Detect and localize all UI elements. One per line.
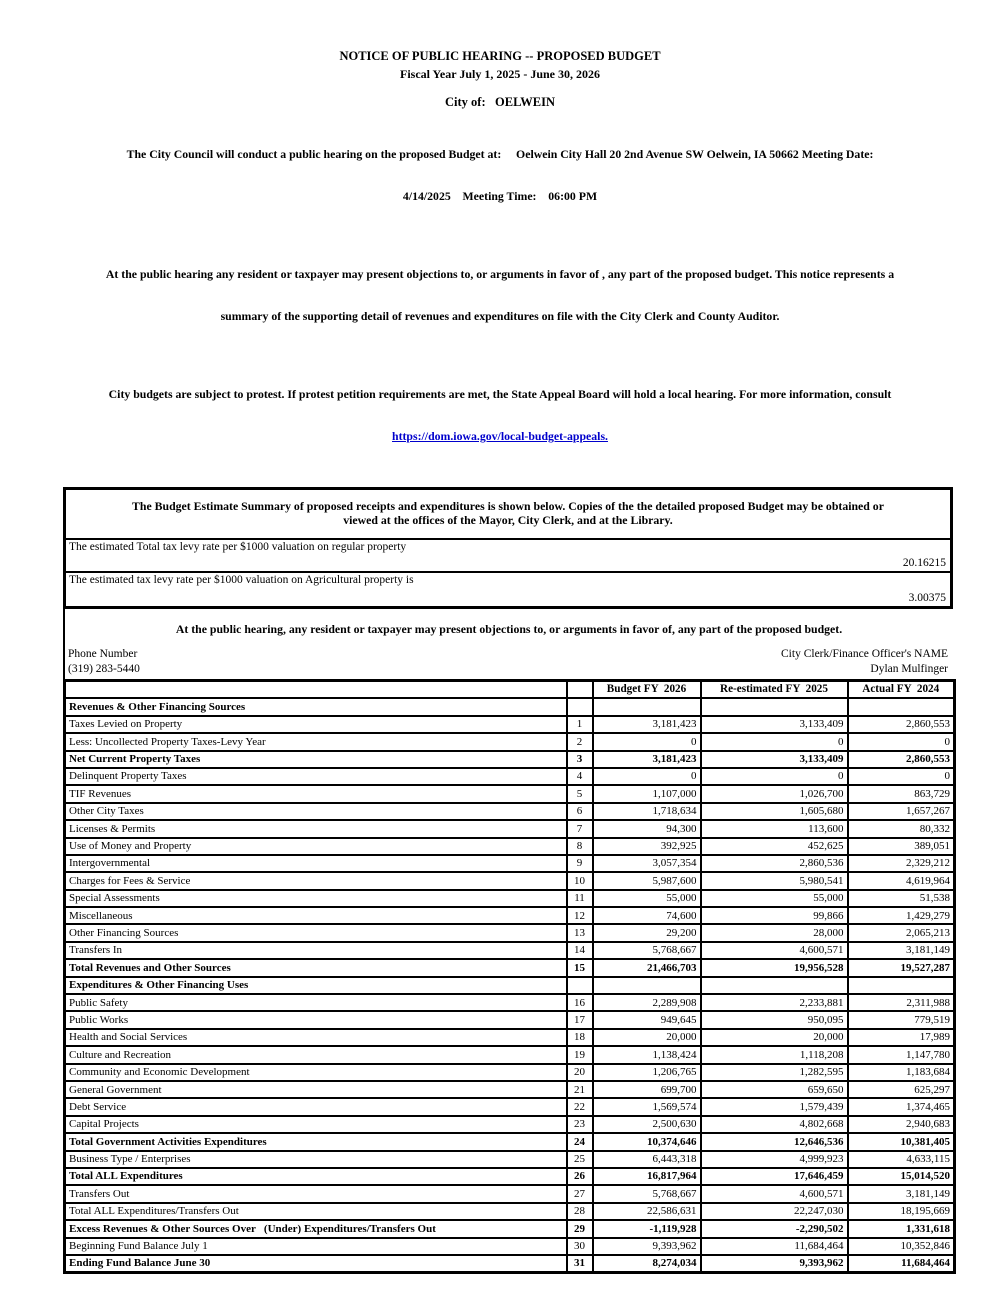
- row-budget-fy2026: 2,289,908: [593, 994, 701, 1011]
- row-reestimated-fy2025: 2,233,881: [701, 994, 848, 1011]
- phone-block: [68, 647, 140, 676]
- reestimated-fy2025-column-header: Re-estimated FY 2025: [701, 681, 848, 699]
- row-actual-fy2024: 1,429,279: [848, 907, 955, 924]
- budget-table: [63, 679, 956, 1274]
- row-line-number: 21: [567, 1081, 593, 1098]
- row-budget-fy2026: 16,817,964: [593, 1168, 701, 1185]
- row-reestimated-fy2025: 99,866: [701, 907, 848, 924]
- row-actual-fy2024: 10,352,846: [848, 1238, 955, 1255]
- row-budget-fy2026: 0: [593, 768, 701, 785]
- row-line-number: 31: [567, 1255, 593, 1273]
- table-row: [65, 959, 955, 976]
- row-label: Delinquent Property Taxes: [65, 768, 567, 785]
- row-label: Ending Fund Balance June 30: [65, 1255, 567, 1273]
- objections-paragraph-line1: At the public hearing any resident or taxpayer may present objections to, or arguments in favor of , any part of the proposed budget. This notice represents a: [105, 267, 895, 281]
- row-reestimated-fy2025: 4,600,571: [701, 1185, 848, 1202]
- row-actual-fy2024: 2,860,553: [848, 751, 955, 768]
- regular-levy-row: [66, 540, 950, 573]
- row-budget-fy2026: 1,206,765: [593, 1064, 701, 1081]
- row-budget-fy2026: 699,700: [593, 1081, 701, 1098]
- row-budget-fy2026: 1,569,574: [593, 1098, 701, 1115]
- row-label: Charges for Fees & Service: [65, 872, 567, 889]
- table-row: [65, 1116, 955, 1133]
- row-line-number: 14: [567, 942, 593, 959]
- table-row: [65, 1185, 955, 1202]
- objections-paragraph: [50, 239, 950, 351]
- table-row: [65, 1168, 955, 1185]
- row-line-number: 8: [567, 838, 593, 855]
- row-label: Other City Taxes: [65, 803, 567, 820]
- table-row: [65, 751, 955, 768]
- row-line-number: 25: [567, 1151, 593, 1168]
- row-label: Public Safety: [65, 994, 567, 1011]
- row-line-number: 19: [567, 1046, 593, 1063]
- phone-number: (319) 283-5440: [68, 662, 140, 675]
- row-line-number: 26: [567, 1168, 593, 1185]
- row-budget-fy2026: [593, 977, 701, 994]
- row-actual-fy2024: 2,940,683: [848, 1116, 955, 1133]
- row-label: Total Government Activities Expenditures: [65, 1133, 567, 1150]
- row-budget-fy2026: 29,200: [593, 924, 701, 941]
- row-reestimated-fy2025: 4,600,571: [701, 942, 848, 959]
- row-label: Other Financing Sources: [65, 924, 567, 941]
- row-reestimated-fy2025: 17,646,459: [701, 1168, 848, 1185]
- row-reestimated-fy2025: 28,000: [701, 924, 848, 941]
- row-line-number: 11: [567, 890, 593, 907]
- objections-paragraph-line2: summary of the supporting detail of revenues and expenditures on file with the City Clerk and County Auditor.: [220, 309, 780, 323]
- page-title: NOTICE OF PUBLIC HEARING -- PROPOSED BUDGET: [339, 49, 661, 63]
- row-line-number: [567, 977, 593, 994]
- row-actual-fy2024: 17,989: [848, 1029, 955, 1046]
- row-line-number: 3: [567, 751, 593, 768]
- row-line-number: 29: [567, 1220, 593, 1237]
- row-label: Transfers In: [65, 942, 567, 959]
- budget-appeals-link[interactable]: https://dom.iowa.gov/local-budget-appeals.: [392, 429, 608, 443]
- row-budget-fy2026: 22,586,631: [593, 1203, 701, 1220]
- row-budget-fy2026: 3,057,354: [593, 855, 701, 872]
- table-row: [65, 890, 955, 907]
- table-row: [65, 942, 955, 959]
- table-row: [65, 768, 955, 785]
- row-actual-fy2024: 389,051: [848, 838, 955, 855]
- row-actual-fy2024: 4,619,964: [848, 872, 955, 889]
- row-budget-fy2026: 5,987,600: [593, 872, 701, 889]
- protest-paragraph: [50, 359, 950, 471]
- budget-fy2026-column-header: Budget FY 2026: [593, 681, 701, 699]
- row-reestimated-fy2025: 1,282,595: [701, 1064, 848, 1081]
- row-actual-fy2024: 3,181,149: [848, 1185, 955, 1202]
- row-line-number: 2: [567, 733, 593, 750]
- row-budget-fy2026: 1,138,424: [593, 1046, 701, 1063]
- agricultural-levy-label: The estimated tax levy rate per $1000 valuation on Agricultural property is: [69, 574, 414, 586]
- row-label: Culture and Recreation: [65, 1046, 567, 1063]
- public-hearing-note-section: [63, 609, 953, 679]
- row-label: Total ALL Expenditures: [65, 1168, 567, 1185]
- row-reestimated-fy2025: 55,000: [701, 890, 848, 907]
- row-actual-fy2024: 3,181,149: [848, 942, 955, 959]
- row-actual-fy2024: 1,657,267: [848, 803, 955, 820]
- table-row: [65, 716, 955, 733]
- row-line-number: 27: [567, 1185, 593, 1202]
- row-actual-fy2024: 625,297: [848, 1081, 955, 1098]
- table-row: [65, 820, 955, 837]
- row-reestimated-fy2025: 22,247,030: [701, 1203, 848, 1220]
- table-row: [65, 1255, 955, 1273]
- row-budget-fy2026: 3,181,423: [593, 716, 701, 733]
- table-row: [65, 907, 955, 924]
- row-budget-fy2026: 9,393,962: [593, 1238, 701, 1255]
- row-actual-fy2024: 15,014,520: [848, 1168, 955, 1185]
- table-row: [65, 1081, 955, 1098]
- table-row: [65, 1220, 955, 1237]
- row-reestimated-fy2025: 0: [701, 768, 848, 785]
- row-label: Excess Revenues & Other Sources Over (Under) Expenditures/Transfers Out: [65, 1220, 567, 1237]
- protest-paragraph-line: City budgets are subject to protest. If protest petition requirements are met, the State Appeal Board will hold a local hearing. For more information, consult: [108, 387, 892, 401]
- row-label: TIF Revenues: [65, 785, 567, 802]
- row-actual-fy2024: 0: [848, 733, 955, 750]
- row-budget-fy2026: 94,300: [593, 820, 701, 837]
- row-actual-fy2024: 779,519: [848, 1011, 955, 1028]
- row-reestimated-fy2025: 4,999,923: [701, 1151, 848, 1168]
- budget-summary-box: [63, 487, 953, 609]
- row-line-number: 12: [567, 907, 593, 924]
- row-reestimated-fy2025: 659,650: [701, 1081, 848, 1098]
- row-reestimated-fy2025: 5,980,541: [701, 872, 848, 889]
- row-line-number: [567, 698, 593, 715]
- row-label: Total ALL Expenditures/Transfers Out: [65, 1203, 567, 1220]
- table-row: [65, 1133, 955, 1150]
- row-actual-fy2024: 4,633,115: [848, 1151, 955, 1168]
- actual-fy2024-column-header: Actual FY 2024: [848, 681, 955, 699]
- row-label: Community and Economic Development: [65, 1064, 567, 1081]
- public-hearing-note: At the public hearing, any resident or taxpayer may present objections to, or arguments in favor of, any part of the proposed budget.: [175, 622, 843, 636]
- row-label: Business Type / Enterprises: [65, 1151, 567, 1168]
- table-row: [65, 1098, 955, 1115]
- row-reestimated-fy2025: 950,095: [701, 1011, 848, 1028]
- row-reestimated-fy2025: 1,605,680: [701, 803, 848, 820]
- row-actual-fy2024: [848, 698, 955, 715]
- row-actual-fy2024: 18,195,669: [848, 1203, 955, 1220]
- row-budget-fy2026: 5,768,667: [593, 942, 701, 959]
- row-reestimated-fy2025: 11,684,464: [701, 1238, 848, 1255]
- row-reestimated-fy2025: 19,956,528: [701, 959, 848, 976]
- budget-table-body: [65, 698, 955, 1272]
- row-line-number: 10: [567, 872, 593, 889]
- row-label: Intergovernmental: [65, 855, 567, 872]
- row-budget-fy2026: -1,119,928: [593, 1220, 701, 1237]
- hearing-paragraph-line1: The City Council will conduct a public hearing on the proposed Budget at: Oelwein City Hall 20 2nd Avenue SW Oelwein, IA 50662 Meeting Date:: [126, 147, 874, 161]
- row-budget-fy2026: [593, 698, 701, 715]
- row-line-number: 15: [567, 959, 593, 976]
- regular-levy-value: 20.16215: [902, 557, 946, 569]
- row-label: General Government: [65, 1081, 567, 1098]
- row-label: Licenses & Permits: [65, 820, 567, 837]
- row-actual-fy2024: [848, 977, 955, 994]
- row-actual-fy2024: 1,183,684: [848, 1064, 955, 1081]
- row-reestimated-fy2025: 452,625: [701, 838, 848, 855]
- contact-row: [65, 637, 953, 679]
- row-reestimated-fy2025: 9,393,962: [701, 1255, 848, 1273]
- row-reestimated-fy2025: [701, 977, 848, 994]
- row-budget-fy2026: 6,443,318: [593, 1151, 701, 1168]
- row-label: Debt Service: [65, 1098, 567, 1115]
- row-label: Net Current Property Taxes: [65, 751, 567, 768]
- table-row: [65, 785, 955, 802]
- table-row: [65, 838, 955, 855]
- row-label: Use of Money and Property: [65, 838, 567, 855]
- table-row: [65, 1203, 955, 1220]
- regular-levy-label: The estimated Total tax levy rate per $1000 valuation on regular property: [69, 541, 407, 553]
- agricultural-levy-value: 3.00375: [908, 592, 946, 604]
- table-row: [65, 1151, 955, 1168]
- row-actual-fy2024: 1,331,618: [848, 1220, 955, 1237]
- fiscal-year-line: Fiscal Year July 1, 2025 - June 30, 2026: [400, 67, 600, 81]
- row-line-number: 4: [567, 768, 593, 785]
- row-actual-fy2024: 2,311,988: [848, 994, 955, 1011]
- row-actual-fy2024: 2,065,213: [848, 924, 955, 941]
- row-actual-fy2024: 51,538: [848, 890, 955, 907]
- row-line-number: 24: [567, 1133, 593, 1150]
- table-row: [65, 1011, 955, 1028]
- budget-table-header-row: [65, 681, 955, 699]
- row-reestimated-fy2025: 113,600: [701, 820, 848, 837]
- row-reestimated-fy2025: 20,000: [701, 1029, 848, 1046]
- table-row: [65, 733, 955, 750]
- row-budget-fy2026: 8,274,034: [593, 1255, 701, 1273]
- row-budget-fy2026: 949,645: [593, 1011, 701, 1028]
- row-label: Miscellaneous: [65, 907, 567, 924]
- row-budget-fy2026: 392,925: [593, 838, 701, 855]
- city-line: City of: OELWEIN: [445, 95, 555, 109]
- table-row: [65, 1029, 955, 1046]
- row-line-number: 22: [567, 1098, 593, 1115]
- line-number-column-header: [567, 681, 593, 699]
- row-label: Beginning Fund Balance July 1: [65, 1238, 567, 1255]
- row-budget-fy2026: 0: [593, 733, 701, 750]
- row-actual-fy2024: 863,729: [848, 785, 955, 802]
- budget-summary-text: [66, 490, 950, 540]
- row-actual-fy2024: 2,329,212: [848, 855, 955, 872]
- row-budget-fy2026: 5,768,667: [593, 1185, 701, 1202]
- row-reestimated-fy2025: 3,133,409: [701, 716, 848, 733]
- row-budget-fy2026: 21,466,703: [593, 959, 701, 976]
- row-reestimated-fy2025: 1,118,208: [701, 1046, 848, 1063]
- row-line-number: 30: [567, 1238, 593, 1255]
- row-line-number: 13: [567, 924, 593, 941]
- row-line-number: 16: [567, 994, 593, 1011]
- row-actual-fy2024: 0: [848, 768, 955, 785]
- row-actual-fy2024: 19,527,287: [848, 959, 955, 976]
- row-budget-fy2026: 3,181,423: [593, 751, 701, 768]
- budget-summary-line2: viewed at the offices of the Mayor, City Clerk, and at the Library.: [343, 513, 673, 527]
- row-budget-fy2026: 1,718,634: [593, 803, 701, 820]
- row-line-number: 18: [567, 1029, 593, 1046]
- row-actual-fy2024: 2,860,553: [848, 716, 955, 733]
- row-reestimated-fy2025: 3,133,409: [701, 751, 848, 768]
- row-label: Revenues & Other Financing Sources: [65, 698, 567, 715]
- clerk-label: City Clerk/Finance Officer's NAME: [781, 648, 948, 660]
- row-label: Capital Projects: [65, 1116, 567, 1133]
- table-row: [65, 803, 955, 820]
- row-label: Transfers Out: [65, 1185, 567, 1202]
- row-actual-fy2024: 1,374,465: [848, 1098, 955, 1115]
- row-actual-fy2024: 10,381,405: [848, 1133, 955, 1150]
- row-budget-fy2026: 55,000: [593, 890, 701, 907]
- row-label: Taxes Levied on Property: [65, 716, 567, 733]
- row-actual-fy2024: 1,147,780: [848, 1046, 955, 1063]
- agricultural-levy-row: [66, 573, 950, 606]
- hearing-paragraph-line2: 4/14/2025 Meeting Time: 06:00 PM: [402, 189, 598, 203]
- row-label: Public Works: [65, 1011, 567, 1028]
- row-actual-fy2024: 80,332: [848, 820, 955, 837]
- row-reestimated-fy2025: 12,646,536: [701, 1133, 848, 1150]
- row-label: Expenditures & Other Financing Uses: [65, 977, 567, 994]
- row-line-number: 17: [567, 1011, 593, 1028]
- phone-label: Phone Number: [68, 648, 138, 660]
- row-label: Total Revenues and Other Sources: [65, 959, 567, 976]
- budget-summary-line1: The Budget Estimate Summary of proposed receipts and expenditures is shown below. Copies of the the detailed proposed Budget may be obtained or: [132, 499, 884, 513]
- row-reestimated-fy2025: 4,802,668: [701, 1116, 848, 1133]
- row-reestimated-fy2025: 2,860,536: [701, 855, 848, 872]
- row-budget-fy2026: 1,107,000: [593, 785, 701, 802]
- table-row: [65, 1238, 955, 1255]
- row-reestimated-fy2025: 1,579,439: [701, 1098, 848, 1115]
- row-reestimated-fy2025: [701, 698, 848, 715]
- row-reestimated-fy2025: -2,290,502: [701, 1220, 848, 1237]
- row-label: Special Assessments: [65, 890, 567, 907]
- row-budget-fy2026: 74,600: [593, 907, 701, 924]
- clerk-name: Dylan Mulfinger: [870, 662, 948, 675]
- clerk-block: [781, 647, 948, 676]
- row-line-number: 9: [567, 855, 593, 872]
- table-row: [65, 855, 955, 872]
- table-row: [65, 924, 955, 941]
- table-row: [65, 994, 955, 1011]
- table-row: [65, 698, 955, 715]
- row-budget-fy2026: 20,000: [593, 1029, 701, 1046]
- row-budget-fy2026: 2,500,630: [593, 1116, 701, 1133]
- table-row: [65, 1046, 955, 1063]
- row-line-number: 23: [567, 1116, 593, 1133]
- row-line-number: 7: [567, 820, 593, 837]
- row-budget-fy2026: 10,374,646: [593, 1133, 701, 1150]
- row-reestimated-fy2025: 0: [701, 733, 848, 750]
- table-row: [65, 977, 955, 994]
- table-row: [65, 872, 955, 889]
- row-line-number: 28: [567, 1203, 593, 1220]
- label-column-header: [65, 681, 567, 699]
- row-actual-fy2024: 11,684,464: [848, 1255, 955, 1273]
- row-line-number: 20: [567, 1064, 593, 1081]
- table-row: [65, 1064, 955, 1081]
- row-label: Less: Uncollected Property Taxes-Levy Year: [65, 733, 567, 750]
- row-reestimated-fy2025: 1,026,700: [701, 785, 848, 802]
- row-line-number: 1: [567, 716, 593, 733]
- row-line-number: 6: [567, 803, 593, 820]
- row-label: Health and Social Services: [65, 1029, 567, 1046]
- hearing-paragraph: [50, 119, 950, 231]
- row-line-number: 5: [567, 785, 593, 802]
